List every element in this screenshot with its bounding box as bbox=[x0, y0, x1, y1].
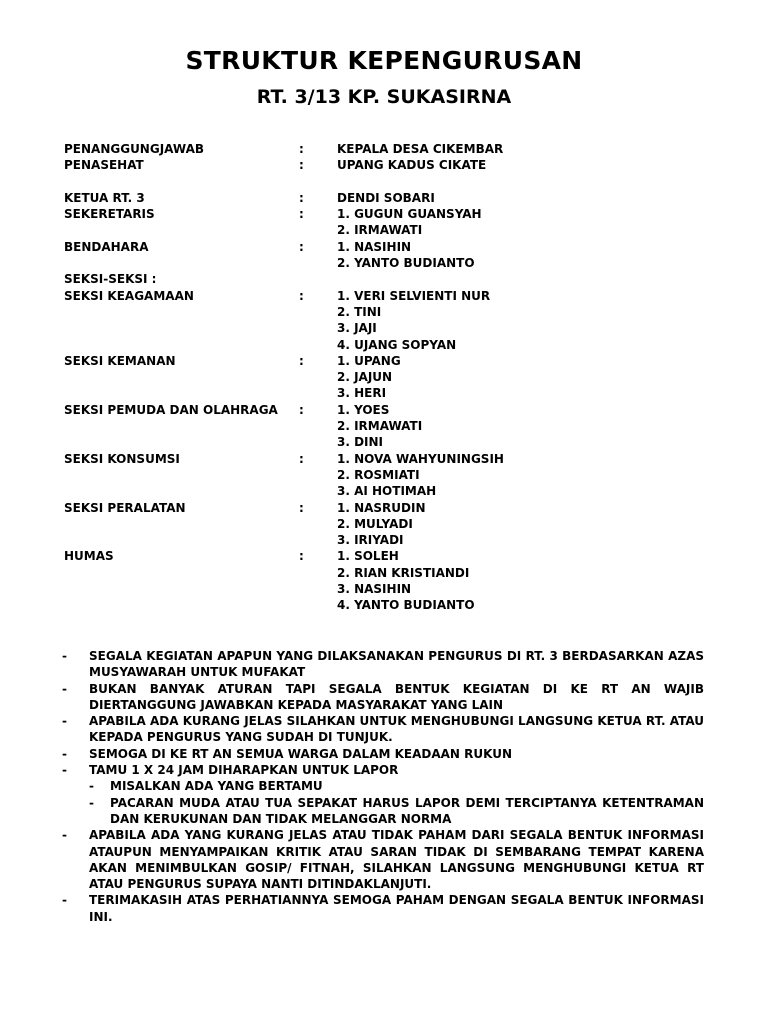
spacer bbox=[64, 174, 704, 190]
structure-list bbox=[64, 141, 704, 614]
structure-row bbox=[64, 141, 704, 157]
member-name: 3. IRIYADI bbox=[337, 533, 404, 548]
member-name: 2. JAJUN bbox=[337, 370, 393, 385]
member-list bbox=[337, 451, 704, 500]
member-name: 3. DINI bbox=[337, 435, 384, 450]
member-name: 2. TINI bbox=[337, 304, 382, 319]
member-name: 2. ROSMIATI bbox=[337, 467, 420, 482]
structure-row bbox=[64, 239, 704, 272]
member-list bbox=[337, 548, 704, 613]
note-item bbox=[62, 746, 704, 762]
sub-note-text: MISALKAN ADA YANG BERTAMU bbox=[110, 779, 323, 794]
note-item bbox=[62, 892, 704, 925]
member-name: 2. IRMAWATI bbox=[337, 223, 423, 238]
note-bullet: - bbox=[62, 893, 67, 908]
colon-separator: : bbox=[299, 288, 304, 303]
note-text: TAMU 1 X 24 JAM DIHARAPKAN UNTUK LAPOR bbox=[89, 763, 399, 778]
role-label: SEKSI KEAGAMAAN bbox=[64, 288, 194, 303]
colon-separator: : bbox=[299, 239, 304, 254]
note-item bbox=[62, 648, 704, 681]
member-name: 1. NASRUDIN bbox=[337, 500, 426, 515]
member-list bbox=[337, 288, 704, 353]
structure-row bbox=[64, 288, 704, 353]
member-list bbox=[337, 271, 704, 287]
note-bullet: - bbox=[62, 746, 67, 761]
role-label: SEKSI-SEKSI : bbox=[64, 272, 157, 287]
colon-separator: : bbox=[299, 402, 304, 417]
structure-row bbox=[64, 271, 704, 287]
note-text: APABILA ADA YANG KURANG JELAS ATAU TIDAK PAHAM DARI SEGALA BENTUK INFORMASI ATAUPUN MENYAMPAIKAN KRITIK ATAU SARAN TIDAK DI SEMBARANG TEMPAT KARENA AKAN MENIMBULKAN GOSIP/ FITNAH, SILAHKAN LANGSUNG MENGHUBUNGI KETUA RT ATAU PENGURUS SUPAYA NANTI DITINDAKLANJUTI. bbox=[89, 828, 704, 892]
note-item bbox=[62, 713, 704, 746]
notes-list bbox=[62, 648, 704, 925]
member-name: 3. JAJI bbox=[337, 321, 377, 336]
member-name: 1. VERI SELVIENTI NUR bbox=[337, 288, 491, 303]
member-list bbox=[337, 500, 704, 549]
note-text: SEGALA KEGIATAN APAPUN YANG DILAKSANAKAN PENGURUS DI RT. 3 BERDASARKAN AZAS MUSYAWARAH UNTUK MUFAKAT bbox=[89, 649, 704, 680]
note-text: BUKAN BANYAK ATURAN TAPI SEGALA BENTUK KEGIATAN DI KE RT AN WAJIB DIERTANGGUNG JAWABKAN KEPADA MASYARAKAT YANG LAIN bbox=[89, 681, 704, 712]
role-label: SEKSI PEMUDA DAN OLAHRAGA bbox=[64, 402, 278, 417]
sub-note-text: PACARAN MUDA ATAU TUA SEPAKAT HARUS LAPOR DEMI TERCIPTANYA KETENTRAMAN DAN KERUKUNAN DAN TIDAK MELANGGAR NORMA bbox=[110, 795, 704, 826]
sub-note-bullet: - bbox=[89, 779, 94, 794]
member-name: DENDI SOBARI bbox=[337, 190, 435, 205]
member-name: 2. MULYADI bbox=[337, 516, 413, 531]
member-list bbox=[337, 157, 704, 173]
note-item bbox=[62, 827, 704, 892]
note-bullet: - bbox=[62, 828, 67, 843]
sub-note-item bbox=[89, 778, 704, 794]
note-bullet: - bbox=[62, 714, 67, 729]
role-label: SEKSI PERALATAN bbox=[64, 500, 186, 515]
structure-row bbox=[64, 500, 704, 549]
structure-row bbox=[64, 402, 704, 451]
member-name: 1. YOES bbox=[337, 402, 390, 417]
role-label: HUMAS bbox=[64, 549, 114, 564]
member-name: 1. UPANG bbox=[337, 353, 401, 368]
member-name: 2. IRMAWATI bbox=[337, 419, 423, 434]
colon-separator: : bbox=[299, 500, 304, 515]
member-name: 2. RIAN KRISTIANDI bbox=[337, 565, 470, 580]
member-name: 3. NASIHIN bbox=[337, 582, 412, 597]
member-name: 3. HERI bbox=[337, 386, 387, 401]
member-list bbox=[337, 402, 704, 451]
role-label: SEKERETARIS bbox=[64, 207, 155, 222]
member-list bbox=[337, 206, 704, 239]
member-list bbox=[337, 141, 704, 157]
colon-separator: : bbox=[299, 451, 304, 466]
role-label: PENANGGUNGJAWAB bbox=[64, 142, 205, 156]
colon-separator: : bbox=[299, 190, 304, 205]
colon-separator: : bbox=[299, 142, 304, 156]
colon-separator: : bbox=[299, 353, 304, 368]
member-name: 1. NOVA WAHYUNINGSIH bbox=[337, 451, 504, 466]
sub-note-item bbox=[89, 795, 704, 828]
note-item bbox=[62, 762, 704, 778]
note-item bbox=[62, 681, 704, 714]
structure-row bbox=[64, 206, 704, 239]
colon-separator bbox=[299, 271, 337, 287]
member-name: 4. YANTO BUDIANTO bbox=[337, 598, 475, 613]
structure-row bbox=[64, 353, 704, 402]
document-title: STRUKTUR KEPENGURUSAN bbox=[185, 46, 583, 75]
member-name: 4. UJANG SOPYAN bbox=[337, 337, 457, 352]
note-text: SEMOGA DI KE RT AN SEMUA WARGA DALAM KEADAAN RUKUN bbox=[89, 746, 513, 761]
structure-row bbox=[64, 157, 704, 173]
member-name: 2. YANTO BUDIANTO bbox=[337, 256, 475, 271]
role-label: BENDAHARA bbox=[64, 239, 149, 254]
document-subtitle: RT. 3/13 KP. SUKASIRNA bbox=[256, 86, 512, 108]
member-name: 1. NASIHIN bbox=[337, 239, 412, 254]
colon-separator: : bbox=[299, 549, 304, 564]
note-bullet: - bbox=[62, 763, 67, 778]
colon-separator: : bbox=[299, 207, 304, 222]
note-text: TERIMAKASIH ATAS PERHATIANNYA SEMOGA PAHAM DENGAN SEGALA BENTUK INFORMASI INI. bbox=[89, 893, 704, 924]
structure-row bbox=[64, 190, 704, 206]
member-name: 1. GUGUN GUANSYAH bbox=[337, 207, 482, 222]
member-list bbox=[337, 239, 704, 272]
structure-row bbox=[64, 451, 704, 500]
role-label: SEKSI KEMANAN bbox=[64, 353, 176, 368]
member-name: 1. SOLEH bbox=[337, 549, 399, 564]
role-label: SEKSI KONSUMSI bbox=[64, 451, 180, 466]
note-text: APABILA ADA KURANG JELAS SILAHKAN UNTUK MENGHUBUNGI LANGSUNG KETUA RT. ATAU KEPADA PENGURUS YANG SUDAH DI TUNJUK. bbox=[89, 714, 704, 745]
member-name: 3. AI HOTIMAH bbox=[337, 484, 437, 499]
structure-row bbox=[64, 548, 704, 613]
member-list bbox=[337, 353, 704, 402]
role-label: KETUA RT. 3 bbox=[64, 190, 145, 205]
colon-separator: : bbox=[299, 158, 304, 173]
member-list bbox=[337, 190, 704, 206]
sub-note-bullet: - bbox=[89, 795, 94, 810]
role-label: PENASEHAT bbox=[64, 158, 144, 173]
note-bullet: - bbox=[62, 649, 67, 663]
member-name: UPANG KADUS CIKATE bbox=[337, 158, 487, 173]
member-name: KEPALA DESA CIKEMBAR bbox=[337, 142, 504, 156]
note-bullet: - bbox=[62, 681, 67, 696]
